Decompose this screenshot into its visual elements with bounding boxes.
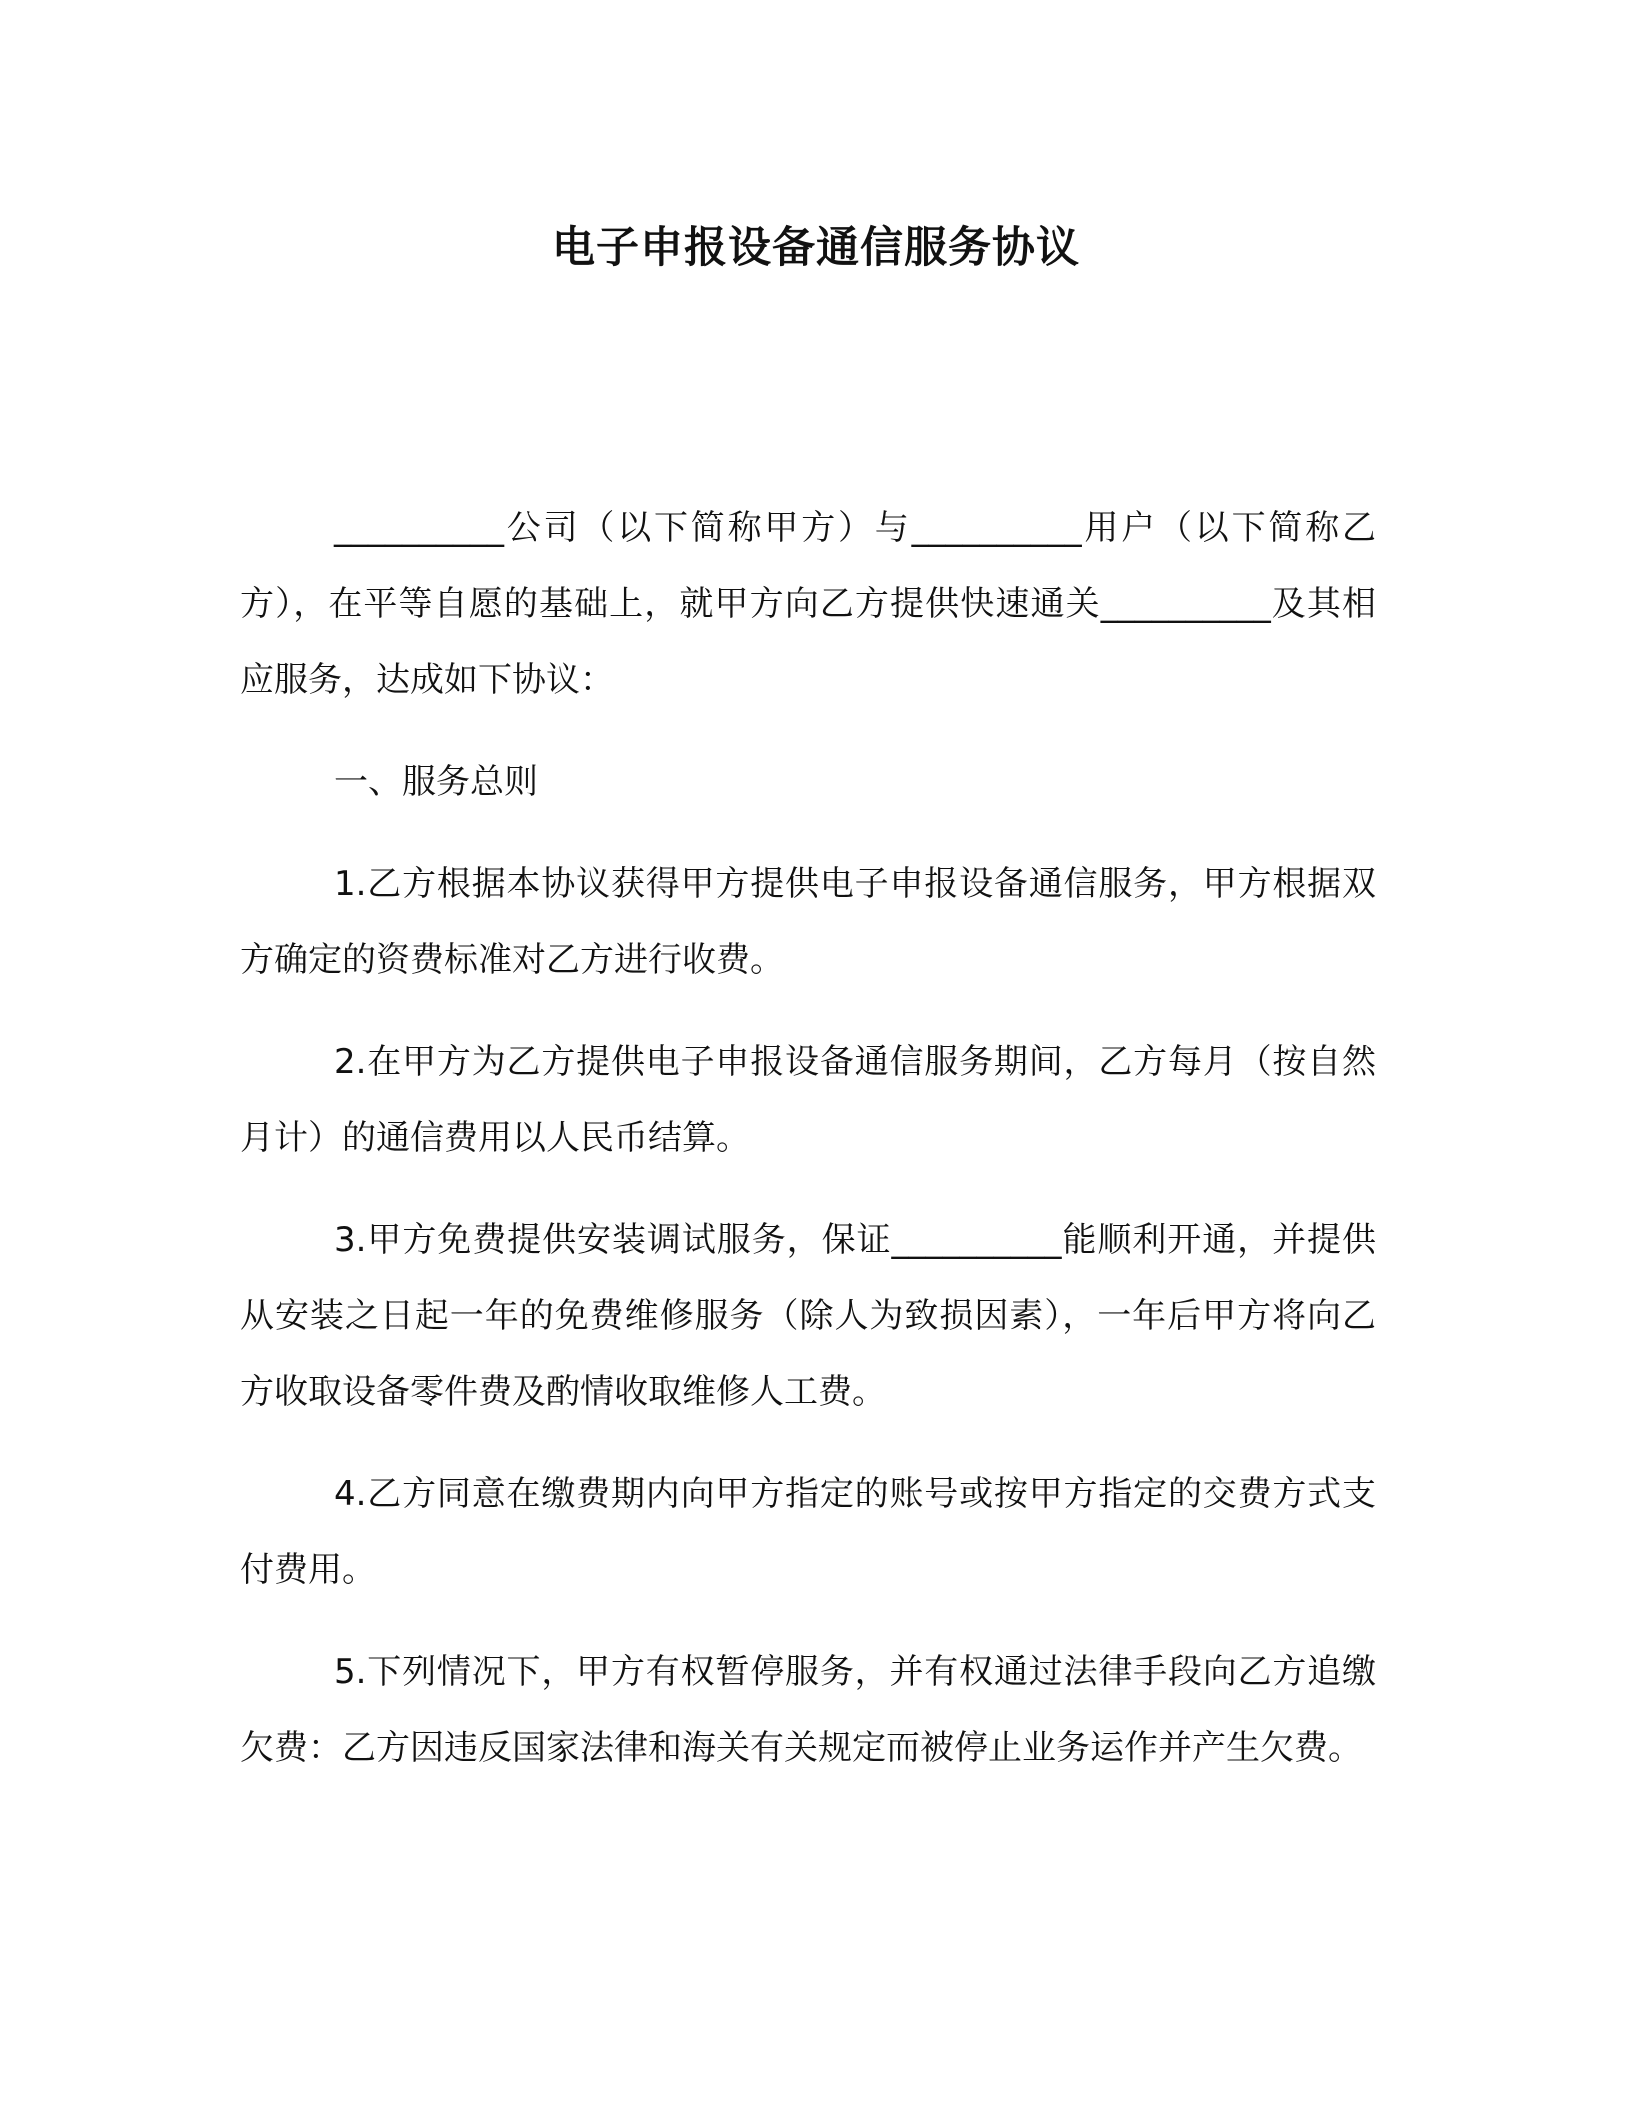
clause-3-text-1: 3.甲方免费提供安装调试服务，保证 bbox=[334, 1220, 892, 1260]
document-title: 电子申报设备通信服务协议 bbox=[552, 223, 1080, 273]
clause-2: 2.在甲方为乙方提供电子申报设备通信服务期间，乙方每月（按自然月计）的通信费用以人民币结算。 bbox=[240, 1042, 1376, 1158]
intro-text-3: 及其相应服务，达成如下协议： bbox=[240, 584, 1377, 700]
clause-5: 5.下列情况下，甲方有权暂停服务，并有权通过法律手段向乙方追缴欠费：乙方因违反国家法律和海关有关规定而被停止业务运作并产生欠费。 bbox=[240, 1652, 1376, 1768]
party-a-blank: __________ bbox=[334, 508, 504, 548]
clause-3 bbox=[240, 1202, 1376, 1430]
clause-1: 1.乙方根据本协议获得甲方提供电子申报设备通信服务，甲方根据双方确定的资费标准对乙方进行收费。 bbox=[240, 864, 1376, 980]
party-b-blank: __________ bbox=[911, 508, 1082, 548]
intro-text-2: 用户（以下简称乙方），在平等自愿的基础上，就甲方向乙方提供快速通关 bbox=[240, 508, 1377, 624]
clause-4: 4.乙方同意在缴费期内向甲方指定的账号或按甲方指定的交费方式支付费用。 bbox=[240, 1474, 1376, 1590]
document-body bbox=[240, 490, 1376, 1812]
intro-paragraph bbox=[240, 490, 1376, 718]
section-heading: 一、服务总则 bbox=[334, 762, 538, 802]
clause-3-text-2: 能顺利开通，并提供从安装之日起一年的免费维修服务（除人为致损因素），一年后甲方将向乙方收取设备零件费及酌情收取维修人工费。 bbox=[240, 1220, 1376, 1412]
service-blank: __________ bbox=[1100, 584, 1271, 624]
intro-text-1: 公司（以下简称甲方）与 bbox=[504, 508, 912, 548]
equipment-blank: __________ bbox=[891, 1220, 1062, 1260]
